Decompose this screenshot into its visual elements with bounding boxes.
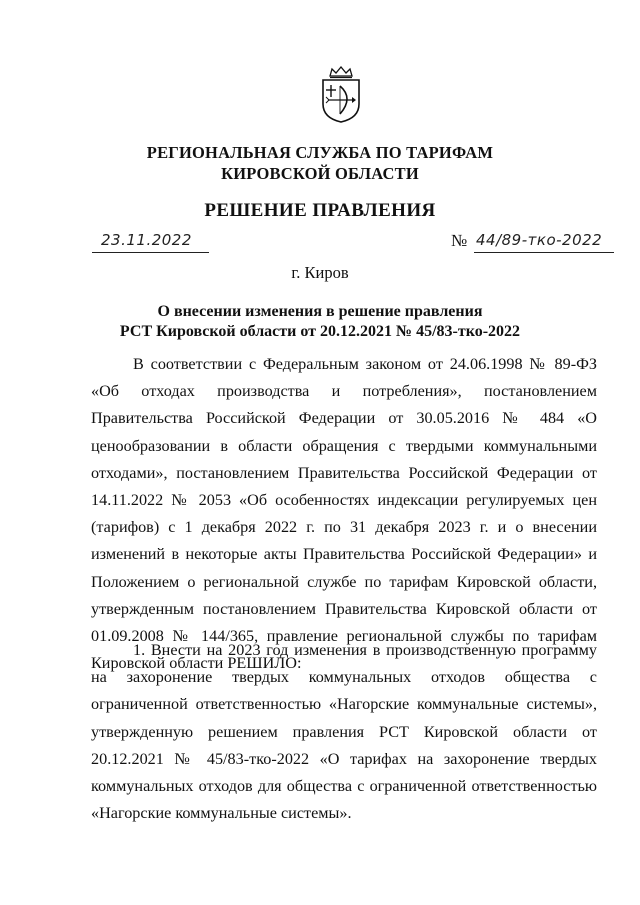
document-number: 44/89-тко-2022	[476, 231, 603, 249]
coat-of-arms-icon	[318, 66, 364, 124]
org-name-line2: КИРОВСКОЙ ОБЛАСТИ	[221, 164, 419, 183]
document-title: РЕШЕНИЕ ПРАВЛЕНИЯ	[204, 200, 436, 221]
subject-line2: РСТ Кировской области от 20.12.2021 № 45/83-тко-2022	[119, 323, 521, 340]
city: г. Киров	[291, 263, 349, 282]
org-name-line1: РЕГИОНАЛЬНАЯ СЛУЖБА ПО ТАРИФАМ	[146, 143, 494, 162]
number-sign: №	[451, 231, 468, 250]
body-paragraph-1: В соответствии с Федеральным законом от 24.06.1998 № 89-ФЗ «Об отходах производства и потребления», постановлением Правительства Российской Федерации от 30.05.2016 № 484 «О ценообразовании в области обращения с твердыми коммунальными отходами», постановлением Правительства Российской Федерации от 14.11.2022 № 2053 «Об особенностях индексации регулируемых цен (тарифов) с 1 декабря 2022 г. по 31 декабря 2023 г. и о внесении изменений в некоторые акты Правительства Российской Федерации» и Положением о региональной службе по тарифам Кировской области, утвержденным постановлением Правительства Кировской области от 01.09.2008 № 144/365, правление региональной службы по тарифам Кировской области РЕШИЛО:	[91, 355, 597, 673]
document-date: 23.11.2022	[101, 231, 192, 249]
body-paragraph-2: 1. Внести на 2023 год изменения в производственную программу на захоронение твердых коммунальных отходов общества с ограниченной ответственностью «Нагорские коммунальные системы», утвержденную решением правления РСТ Кировской области от 20.12.2021 № 45/83-тко-2022 «О тарифах на захоронение твердых коммунальных отходов для общества с ограниченной ответственностью «Нагорские коммунальные системы».	[91, 641, 597, 823]
subject-line1: О внесении изменения в решение правления	[157, 303, 483, 320]
